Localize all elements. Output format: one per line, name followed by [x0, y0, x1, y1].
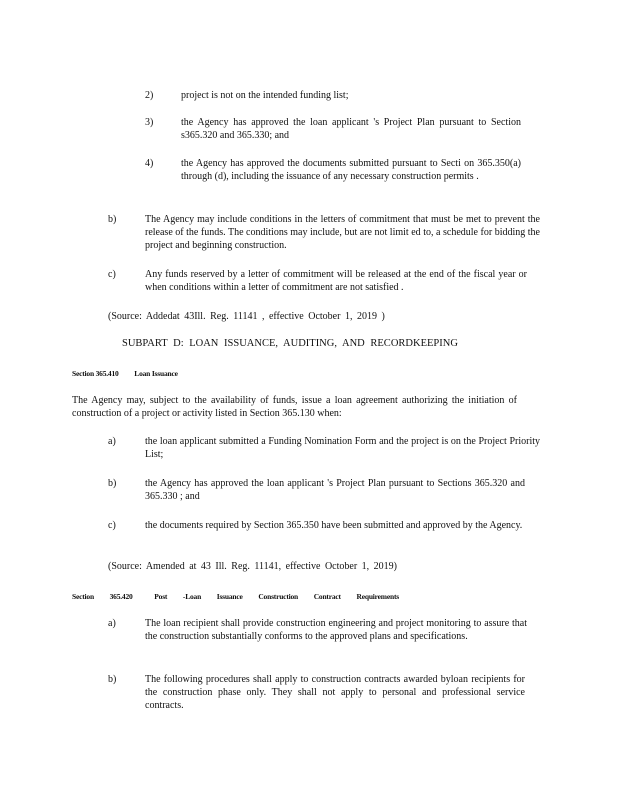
item-text: The loan recipient shall provide construction engineering and project monitoring to assure that the construction substantially conforms to the approved plans and specifications.	[145, 618, 527, 642]
item-text: the Agency has approved the loan applicant 's Project Plan pursuant to Sections 365.320 and 365.330 ; and	[145, 478, 525, 502]
item-number: 4)	[145, 158, 154, 169]
source-note: (Source: Addedat 43Ill. Reg. 11141 , effective October 1, 2019 )	[108, 311, 385, 322]
section-number: Section 365.420	[72, 592, 133, 601]
item-number: c)	[108, 269, 116, 280]
section-title: Post -Loan Issuance Construction Contract Requirements	[154, 592, 399, 601]
item-text: Any funds reserved by a letter of commitment will be released at the end of the fiscal year or when conditions within a letter of commitment are not satisfied .	[145, 269, 527, 293]
item-number: b)	[108, 674, 117, 685]
item-text: project is not on the intended funding list;	[181, 90, 349, 101]
section-title: Loan Issuance	[134, 369, 178, 378]
item-text: The Agency may include conditions in the letters of commitment that must be met to prevent the release of the funds. The conditions may include, but are not limit ed to, a schedule for bidding the project and beginning construction.	[145, 214, 540, 251]
section-heading	[72, 367, 178, 380]
item-number: c)	[108, 520, 116, 531]
item-text: the Agency has approved the loan applicant 's Project Plan pursuant to Section s365.320 and 365.330; and	[181, 117, 521, 141]
item-text: the documents required by Section 365.350 have been submitted and approved by the Agency.	[145, 520, 523, 531]
section-heading	[72, 590, 532, 603]
item-text: The following procedures shall apply to construction contracts awarded byloan recipients for the construction phase only. They shall not apply to personal and professional service contracts.	[145, 674, 525, 711]
item-number: b)	[108, 478, 117, 489]
section-number: Section 365.410	[72, 369, 119, 378]
item-number: b)	[108, 214, 117, 225]
section-intro: The Agency may, subject to the availability of funds, issue a loan agreement authorizing the initiation of construction of a project or activity listed in Section 365.130 when:	[72, 395, 517, 419]
item-text: the Agency has approved the documents submitted pursuant to Secti on 365.350(a) through (d), including the issuance of any necessary construction permits .	[181, 158, 521, 182]
item-number: 2)	[145, 90, 154, 101]
item-number: 3)	[145, 117, 154, 128]
item-number: a)	[108, 618, 116, 629]
item-number: a)	[108, 436, 116, 447]
source-note: (Source: Amended at 43 Ill. Reg. 11141, effective October 1, 2019)	[108, 561, 397, 572]
subpart-heading: SUBPART D: LOAN ISSUANCE, AUDITING, AND RECORDKEEPING	[122, 338, 458, 349]
item-text: the loan applicant submitted a Funding Nomination Form and the project is on the Project Priority List;	[145, 436, 540, 460]
